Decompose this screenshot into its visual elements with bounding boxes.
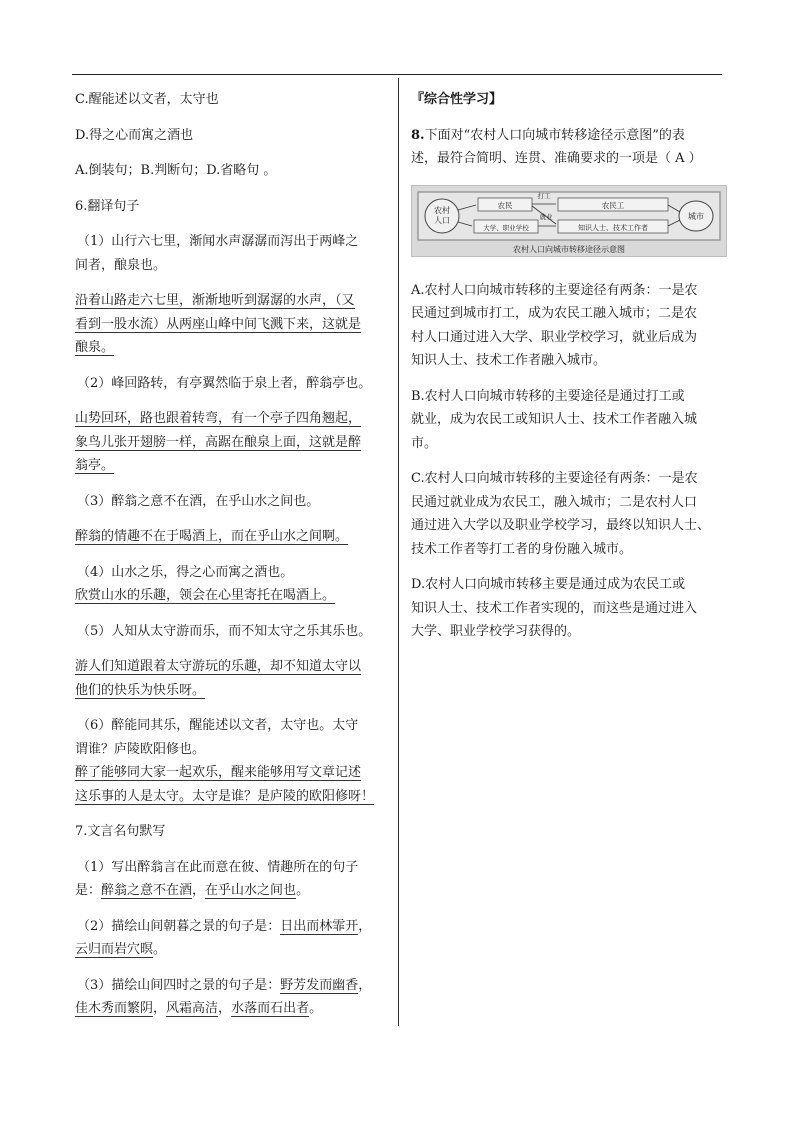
q7-title: 7.文言名句默写	[75, 824, 166, 839]
q6-2-question-line: （2）峰回路转，有亭翼然临于泉上者，醉翁亭也。	[77, 375, 372, 391]
punctuation: ，	[153, 1001, 167, 1016]
q6-4-question-line: （4）山水之乐，得之心而寓之酒也。	[77, 564, 294, 580]
answer-line: 这乐事的人是太守。太守是谁？是庐陵的欧阳修呀！	[75, 788, 375, 804]
q7-1-prompt-end: 是：	[75, 883, 102, 898]
right-column	[411, 88, 724, 644]
rural-node-label: 农村	[434, 205, 450, 215]
q6-3-answer	[75, 525, 387, 549]
answer-line: 象鸟儿张开翅膀一样，高踞在酿泉上面，这就是醉	[75, 434, 362, 450]
option-line: D.农村人口向城市转移主要是通过成为农民工或	[411, 577, 686, 592]
header-rule	[72, 74, 722, 75]
q6-item-4	[75, 561, 387, 608]
option-line: B.农村人口向城市转移的主要途径是通过打工或	[411, 388, 685, 404]
option-line: 技术工作者等打工者的身份融入城市。	[411, 541, 633, 557]
talent-box-label: 知识人士、技术工作者	[578, 223, 648, 232]
q6-1-answer	[75, 289, 387, 360]
option-b	[411, 385, 724, 456]
q7-1-prompt: （1）写出醉翁言在此而意在彼、情趣所在的句子	[77, 859, 359, 875]
q6-title: 6.翻译句子	[75, 198, 140, 214]
answer-line: 山势回环，路也跟着转弯，有一个亭子四角翘起，	[75, 411, 362, 426]
q7-2-answer-2: 云归而岩穴暝	[75, 942, 154, 957]
q6-item-5	[75, 620, 387, 644]
option-c-8	[411, 467, 724, 561]
q7-3-answer-3: 风霜高洁	[166, 1001, 219, 1016]
punctuation: 。	[296, 883, 310, 898]
city-node-label: 城市	[688, 211, 704, 221]
migrant-box-label: 农民工	[601, 200, 625, 210]
q7-item-3	[75, 974, 387, 1021]
q6-item-6	[75, 714, 387, 808]
q6-6-question-line: （6）醉能同其乐，醒能述以文者，太守也。太守	[77, 718, 359, 733]
q7-1-answer-1: 醉翁之意不在酒	[101, 883, 193, 898]
employ-label: 就业	[539, 212, 553, 221]
answer-line: 翁亭。	[75, 458, 115, 473]
q6-2-answer	[75, 407, 387, 478]
option-line: 知识人士、技术工作者实现的，而这些是通过进入	[411, 600, 698, 616]
answer-line: 醉了能够同大家一起欢乐，醒来能够用写文章记述	[75, 765, 362, 780]
answer-line: 沿着山路走六七里，渐渐地听到潺潺的水声，（又	[75, 293, 355, 308]
q8-number: 8.	[411, 127, 425, 143]
section-title: 『综合性学习】	[411, 92, 503, 107]
answer-line: 醉翁的情趣不在于喝酒上，而在乎山水之间啊。	[75, 529, 349, 544]
option-line: 村人口通过进入大学、职业学校学习，就业后成为	[411, 329, 698, 345]
answer-line: 酿泉。	[75, 340, 115, 355]
migration-diagram	[411, 185, 727, 257]
diagram-svg	[412, 186, 726, 256]
rural-node-label: 人口	[434, 215, 450, 225]
farmer-box-label: 农民	[497, 200, 513, 210]
punctuation: ，	[358, 918, 372, 934]
column-divider	[398, 78, 399, 1026]
punctuation: ，	[358, 977, 372, 993]
q7-2-answer-1: 日出而林霏开	[280, 918, 359, 934]
q7-1-answer-2: 在乎山水之间也	[205, 883, 297, 898]
q6-6-question-line: 谓谁？庐陵欧阳修也。	[75, 741, 206, 757]
work-label: 打工	[537, 191, 551, 200]
q6-1-question-line: 间者，酿泉也。	[75, 257, 167, 273]
answer-line: 欣赏山水的乐趣，领会在心里寄托在喝酒上。	[75, 588, 336, 603]
option-line: 通过进入大学以及职业学校学习，最终以知识人士、	[411, 518, 711, 533]
punctuation: 。	[153, 942, 167, 957]
option-c: C.醒能述以文者，太守也	[75, 92, 219, 107]
option-a	[411, 279, 724, 373]
q6-5-question-line: （5）人知从太守游而乐，而不知太守之乐其乐也。	[77, 623, 372, 639]
option-line: C.农村人口向城市转移的主要途径有两条：一是农	[411, 471, 698, 486]
option-d: D.得之心而寓之酒也	[75, 127, 194, 143]
option-d-8	[411, 573, 724, 644]
diagram-caption: 农村人口向城市转移途径示意图	[513, 244, 625, 254]
school-box-label: 大学、职业学校	[483, 223, 529, 232]
option-line: 民通过就业成为农民工，融入城市；二是农村人口	[411, 494, 698, 510]
answer-q5: A.倒装句；B.判断句；D.省略句 。	[75, 163, 277, 178]
option-line: 民通过到城市打工，成为农民工融入城市；二是农	[411, 306, 698, 321]
punctuation: ，	[192, 883, 206, 898]
option-line: 市。	[411, 435, 438, 451]
q6-item-3	[75, 490, 387, 514]
q7-2-prompt: （2）描绘山间朝暮之景的句子是：	[77, 918, 281, 934]
option-line: 大学、职业学校学习获得的。	[411, 624, 581, 639]
punctuation: ，	[218, 1001, 232, 1016]
q8-stem	[411, 124, 724, 171]
q6-3-question-line: （3）醉翁之意不在酒，在乎山水之间也。	[77, 493, 320, 509]
answer-line: 看到一股水流）从两座山峰中间飞溅下来，这就是	[75, 316, 362, 332]
q6-1-question-line: （1）山行六七里，渐闻水声潺潺而泻出于两峰之	[77, 234, 359, 249]
q6-item-1	[75, 230, 387, 277]
left-column	[75, 88, 387, 1021]
q7-3-answer-1: 野芳发而幽香	[280, 977, 359, 993]
q7-item-2	[75, 915, 387, 962]
q7-item-1	[75, 856, 387, 903]
q8-stem-line: 述，最符合简明、连贯、准确要求的一项是（ A ）	[411, 151, 702, 166]
option-line: 知识人士、技术工作者融入城市。	[411, 353, 607, 368]
answer-line: 他们的快乐为快乐呀。	[75, 682, 206, 698]
q6-5-answer	[75, 655, 387, 702]
q7-3-prompt: （3）描绘山间四时之景的句子是：	[77, 977, 281, 993]
q7-3-answer-2: 佳木秀而繁阴	[75, 1001, 154, 1016]
option-line: A.农村人口向城市转移的主要途径有两条：一是农	[411, 282, 698, 298]
option-line: 就业，成为农民工或知识人士、技术工作者融入城	[411, 412, 698, 427]
punctuation: 。	[309, 1001, 323, 1016]
answer-line: 游人们知道跟着太守游玩的乐趣，却不知道太守以	[75, 659, 362, 674]
q8-stem-line: 下面对“农村人口向城市转移途径示意图”的表	[424, 127, 685, 143]
q6-item-2	[75, 372, 387, 396]
q7-3-answer-4: 水落而石出者	[231, 1001, 310, 1016]
